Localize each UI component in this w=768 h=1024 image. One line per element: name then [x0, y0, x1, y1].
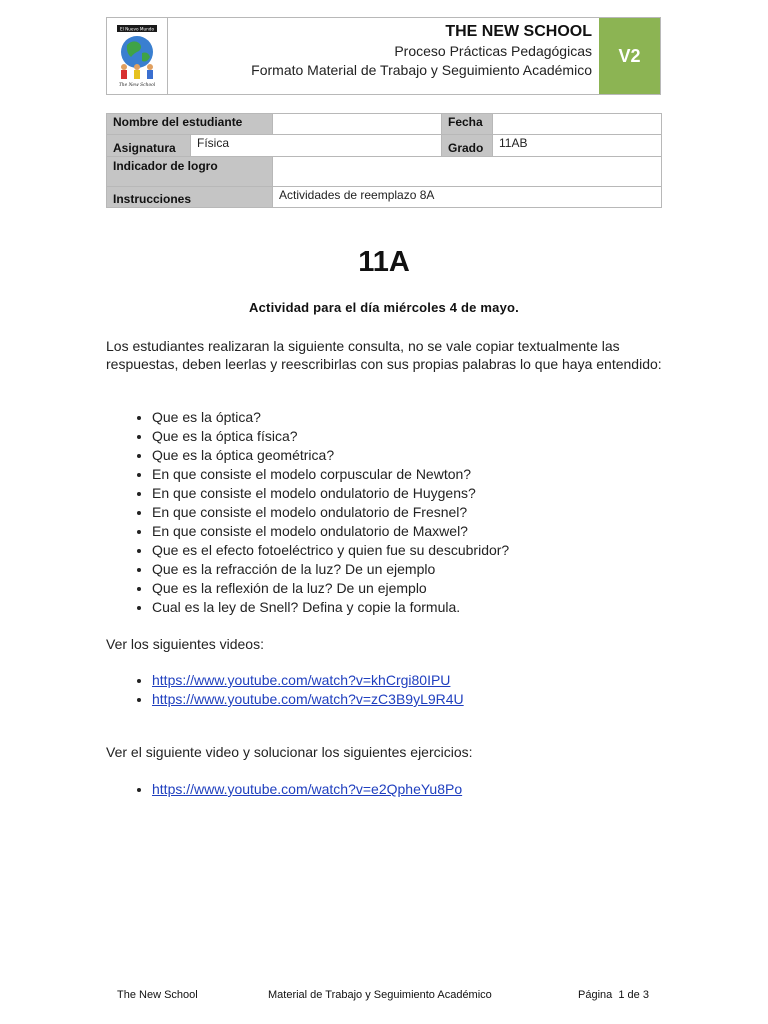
list-item: • Que es la reflexión de la luz? De un ejemplo — [152, 579, 712, 598]
logo-cell — [107, 18, 168, 94]
student-name-label: Nombre del estudiante — [107, 114, 273, 135]
exercise-intro: Ver el siguiente video y solucionar los siguientes ejercicios: — [106, 744, 473, 760]
school-name: THE NEW SCHOOL — [445, 23, 592, 40]
logo-banner-text: El Nuevo Mundo — [119, 26, 155, 32]
school-logo — [115, 23, 159, 89]
version-badge: V2 — [599, 18, 660, 94]
subject-field[interactable]: Física — [191, 135, 442, 157]
activity-subtitle: Actividad para el día miércoles 4 de mayo. — [249, 300, 519, 315]
date-label: Fecha — [442, 114, 493, 135]
document-header — [106, 17, 661, 95]
grade-field[interactable]: 11AB — [493, 135, 662, 157]
page-number: Página 1 de 3 — [578, 989, 649, 1001]
video-link-2[interactable]: https://www.youtube.com/watch?v=zC3B9yL9R4U — [152, 691, 464, 707]
intro-paragraph: Los estudiantes realizaran la siguiente consulta, no se vale copiar textualmente las respuestas, deben leerlas y reescribirlas con sus propias palabras lo que haya entendido: — [106, 338, 662, 372]
list-item: • Cual es la ley de Snell? Defina y copie la formula. — [152, 598, 712, 617]
list-item — [152, 690, 712, 709]
list-item: • En que consiste el modelo corpuscular de Newton? — [152, 465, 712, 484]
exercise-videos-list — [106, 780, 712, 799]
list-item: • Que es la óptica física? — [152, 427, 712, 446]
footer-left: The New School — [117, 989, 198, 1001]
date-field[interactable] — [493, 114, 662, 135]
list-item: • En que consiste el modelo ondulatorio de Maxwel? — [152, 522, 712, 541]
grade-label: Grado — [442, 135, 493, 157]
logo-caption-text: The New School — [118, 83, 156, 88]
list-item — [152, 671, 712, 690]
list-item: • En que consiste el modelo ondulatorio de Fresnel? — [152, 503, 712, 522]
indicator-label: Indicador de logro — [107, 157, 273, 187]
list-item: • Que es la refracción de la luz? De un ejemplo — [152, 560, 712, 579]
student-info-table — [106, 113, 662, 208]
questions-list — [106, 408, 712, 617]
list-item: • Que es la óptica? — [152, 408, 712, 427]
list-item: • Que es el efecto fotoeléctrico y quien fue su descubridor? — [152, 541, 712, 560]
instructions-field[interactable]: Actividades de reemplazo 8A — [273, 187, 662, 208]
list-item: • Que es la óptica geométrica? — [152, 446, 712, 465]
indicator-field[interactable] — [273, 157, 662, 187]
video-link-1[interactable]: https://www.youtube.com/watch?v=khCrgi80IPU — [152, 672, 451, 688]
videos-list — [106, 671, 712, 709]
videos-intro: Ver los siguientes videos: — [106, 636, 264, 652]
student-name-field[interactable] — [273, 114, 442, 135]
list-item — [152, 780, 712, 799]
process-name: Proceso Prácticas Pedagógicas — [394, 43, 592, 59]
subject-label: Asignatura — [107, 135, 191, 157]
format-name: Formato Material de Trabajo y Seguimiento Académico — [251, 62, 592, 78]
exercise-video-link[interactable]: https://www.youtube.com/watch?v=e2QpheYu8Po — [152, 781, 463, 797]
instructions-label: Instrucciones — [107, 187, 273, 208]
page-title: 11A — [358, 246, 410, 278]
list-item: • En que consiste el modelo ondulatorio de Huygens? — [152, 484, 712, 503]
header-title-cell — [168, 18, 599, 94]
footer-center: Material de Trabajo y Seguimiento Académico — [268, 989, 492, 1001]
